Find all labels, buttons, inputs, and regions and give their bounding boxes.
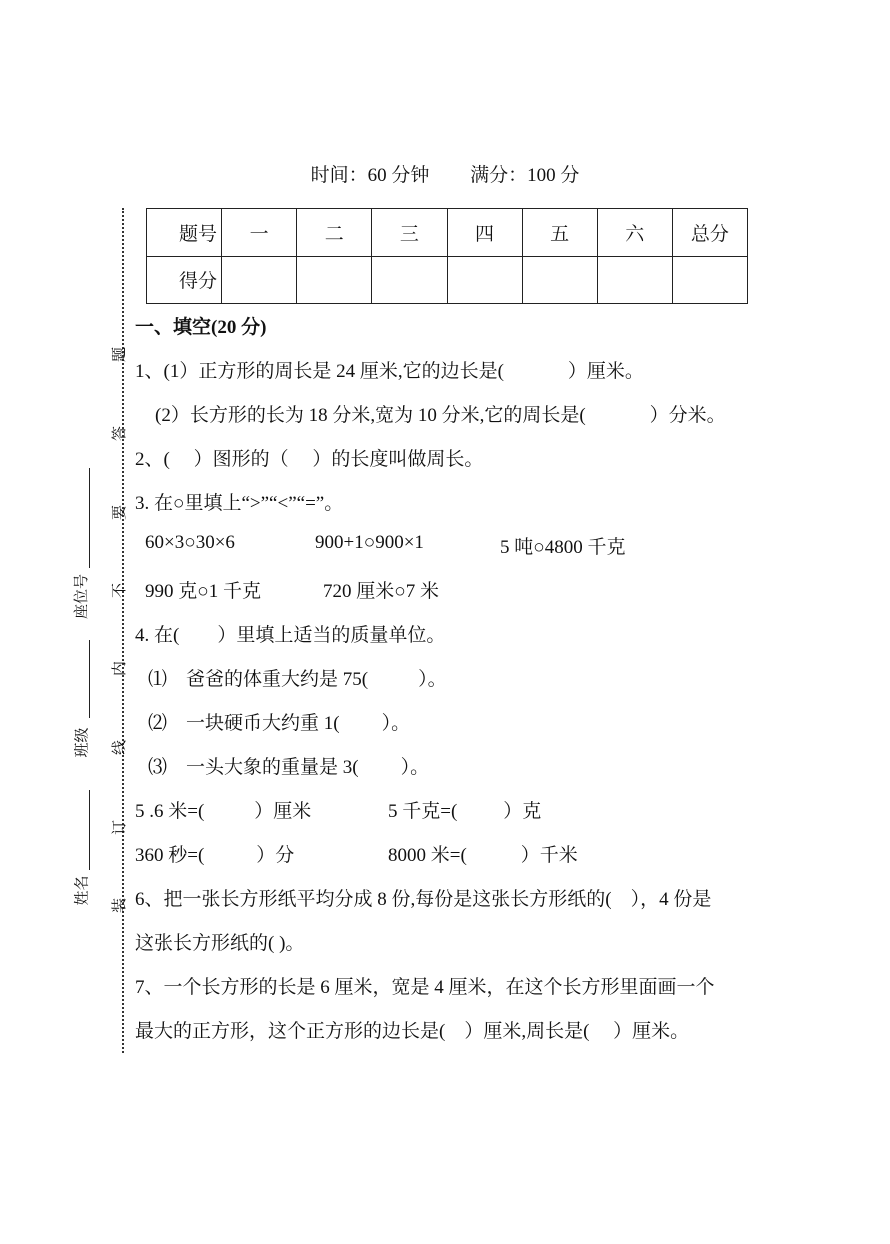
- table-cell: 三: [372, 209, 447, 257]
- question-text: ）。: [400, 757, 430, 778]
- question-text: ）。: [418, 669, 447, 690]
- question-text: ）分: [256, 845, 295, 866]
- score-input-cell[interactable]: [522, 256, 597, 304]
- margin-char: 订: [110, 819, 129, 836]
- question-text: ）千米: [520, 845, 578, 866]
- table-row: [147, 256, 748, 304]
- question-text: ）克: [503, 801, 542, 822]
- margin-char: 内: [110, 660, 129, 677]
- q3-item: 60×3○30×6: [145, 532, 235, 553]
- question-7: 7、一个长方形的长是 6 厘米，宽是 4 厘米，在这个长方形里面画一个: [135, 977, 715, 998]
- margin-char: 线: [110, 739, 129, 756]
- exam-full-score: 满分：100 分: [470, 165, 580, 186]
- score-input-cell[interactable]: [297, 256, 372, 304]
- question-text: 5 .6 米=(: [135, 801, 205, 822]
- score-input-cell[interactable]: [672, 256, 747, 304]
- question-1-2: [155, 400, 726, 427]
- question-text: ⑴ 爸爸的体重大约是 75(: [148, 669, 369, 690]
- seat-number-label: 座位号: [72, 573, 91, 620]
- margin-char: 答: [110, 425, 129, 442]
- table-cell: 二: [297, 209, 372, 257]
- name-label: 姓名: [72, 875, 91, 906]
- question-5-3: [135, 840, 294, 867]
- table-cell: 题号: [147, 209, 222, 257]
- score-table: [146, 208, 748, 304]
- binding-dotted-line: [122, 208, 124, 1053]
- margin-char: 不: [110, 582, 129, 599]
- question-text: ）里填上适当的质量单位。: [217, 625, 446, 646]
- question-text: 1、(1）正方形的周长是 24 厘米,它的边长是(: [135, 361, 504, 382]
- question-1-1: [135, 356, 644, 383]
- score-input-cell[interactable]: [447, 256, 522, 304]
- question-text: ）厘米。: [567, 361, 644, 382]
- question-6: 6、把一张长方形纸平均分成 8 份,每份是这张长方形纸的( ），4 份是: [135, 889, 712, 910]
- table-cell: 得分: [147, 256, 222, 304]
- question-6-cont: 这张长方形纸的( )。: [135, 933, 305, 954]
- question-text: 8000 米=(: [388, 845, 467, 866]
- table-cell: 五: [522, 209, 597, 257]
- margin-char: 要: [110, 504, 129, 521]
- question-text: (2）长方形的长为 18 分米,宽为 10 分米,它的周长是(: [155, 405, 586, 426]
- question-text: 4. 在(: [135, 625, 180, 646]
- question-text: ⑶ 一头大象的重量是 3(: [148, 757, 359, 778]
- question-text: ）厘米: [254, 801, 312, 822]
- question-5-4: [388, 840, 578, 867]
- table-cell: 总分: [672, 209, 747, 257]
- table-cell: 六: [597, 209, 672, 257]
- name-line[interactable]: [89, 790, 90, 870]
- question-4-3: [148, 752, 429, 779]
- question-7-cont: 最大的正方形，这个正方形的边长是( ）厘米,周长是( ）厘米。: [135, 1021, 690, 1042]
- table-cell: 四: [447, 209, 522, 257]
- question-5-1: [135, 796, 311, 823]
- score-input-cell[interactable]: [222, 256, 297, 304]
- question-4: [135, 620, 445, 647]
- score-input-cell[interactable]: [372, 256, 447, 304]
- q3-item: 990 克○1 千克: [145, 581, 261, 602]
- margin-char: 装: [110, 897, 129, 914]
- class-line[interactable]: [89, 640, 90, 718]
- seat-number-line[interactable]: [89, 468, 90, 568]
- exam-time: 时间：60 分钟: [310, 165, 430, 186]
- question-3: 3. 在○里填上“>”“<”“=”。: [135, 493, 344, 514]
- question-text: ）分米。: [649, 405, 726, 426]
- q3-item: 5 吨○4800 千克: [500, 537, 626, 558]
- q3-item: 900+1○900×1: [315, 532, 424, 553]
- section-title: 一、填空(20 分): [135, 317, 267, 338]
- question-5-2: [388, 796, 541, 823]
- class-label: 班级: [72, 727, 91, 758]
- question-4-1: [148, 664, 447, 691]
- margin-char: 题: [110, 346, 129, 363]
- question-4-2: [148, 708, 410, 735]
- exam-header: [0, 160, 890, 187]
- score-input-cell[interactable]: [597, 256, 672, 304]
- question-text: ⑵ 一块硬币大约重 1(: [148, 713, 340, 734]
- question-2: 2、( ）图形的（ ）的长度叫做周长。: [135, 449, 484, 470]
- question-text: 5 千克=(: [388, 801, 458, 822]
- question-text: ）。: [381, 713, 411, 734]
- question-text: 360 秒=(: [135, 845, 205, 866]
- table-cell: 一: [222, 209, 297, 257]
- table-row: [147, 209, 748, 257]
- q3-item: 720 厘米○7 米: [323, 581, 439, 602]
